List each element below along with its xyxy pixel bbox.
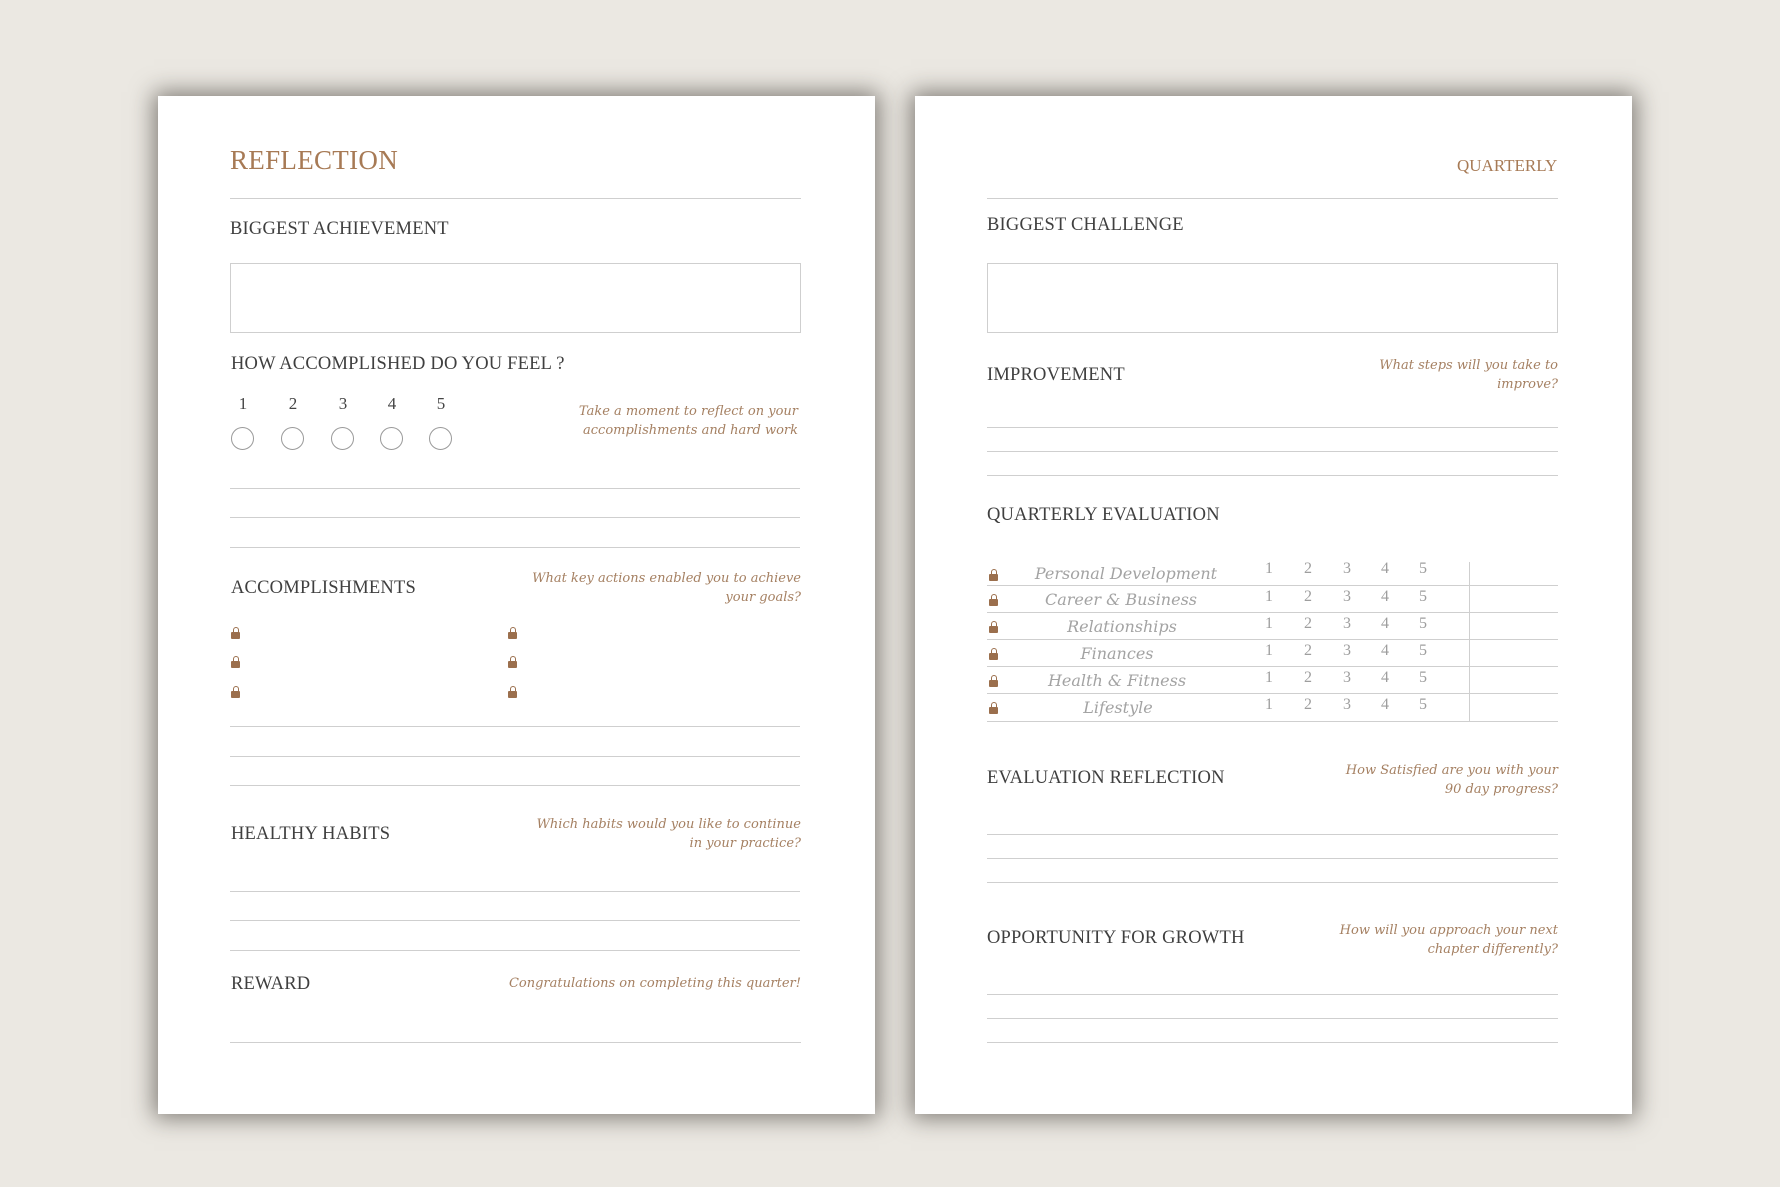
evaluation-number[interactable]: 3 — [1343, 642, 1351, 659]
evaluation-category: Personal Development — [1034, 564, 1218, 583]
improvement-note: What steps will you take to improve? — [1379, 358, 1558, 392]
row-line — [987, 693, 1558, 694]
evaluation-number[interactable]: 4 — [1381, 669, 1389, 686]
lock-icon — [989, 675, 998, 687]
evaluation-number[interactable]: 4 — [1381, 615, 1389, 632]
biggest-achievement-heading: BIGGEST ACHIEVEMENT — [230, 219, 449, 239]
evaluation-number[interactable]: 2 — [1304, 642, 1312, 659]
evaluation-category: Career & Business — [1044, 590, 1197, 609]
evaluation-number[interactable]: 2 — [1304, 696, 1312, 713]
evaluation-category: Relationships — [1067, 617, 1177, 636]
lock-icon — [231, 656, 240, 668]
evaluation-number[interactable]: 3 — [1343, 560, 1351, 577]
writing-line[interactable] — [987, 451, 1558, 452]
rating-circle-3[interactable] — [331, 427, 354, 450]
writing-line[interactable] — [987, 1018, 1558, 1019]
evaluation-number[interactable]: 5 — [1419, 560, 1427, 577]
writing-line[interactable] — [230, 920, 800, 921]
quarterly-evaluation-heading: QUARTERLY EVALUATION — [987, 505, 1220, 525]
biggest-challenge-field[interactable] — [987, 263, 1558, 333]
evaluation-number[interactable]: 4 — [1381, 696, 1389, 713]
evaluation-number[interactable]: 1 — [1265, 696, 1273, 713]
evaluation-number[interactable]: 2 — [1304, 560, 1312, 577]
lock-icon — [989, 621, 998, 633]
writing-line[interactable] — [230, 488, 800, 489]
writing-line[interactable] — [987, 427, 1558, 428]
quarterly-label: QUARTERLY — [1457, 156, 1558, 175]
lock-icon — [231, 627, 240, 639]
evaluation-number[interactable]: 5 — [1419, 588, 1427, 605]
scale-number: 2 — [288, 394, 298, 413]
writing-line[interactable] — [230, 1042, 801, 1043]
accomplishments-note: What key actions enabled you to achieve your goals? — [532, 571, 801, 605]
row-line — [987, 666, 1558, 667]
writing-line[interactable] — [987, 858, 1558, 859]
writing-line[interactable] — [230, 547, 800, 548]
evaluation-number[interactable]: 2 — [1304, 588, 1312, 605]
row-line — [987, 612, 1558, 613]
evaluation-number[interactable]: 5 — [1419, 615, 1427, 632]
evaluation-number[interactable]: 5 — [1419, 696, 1427, 713]
evaluation-number[interactable]: 5 — [1419, 642, 1427, 659]
evaluation-number[interactable]: 1 — [1265, 615, 1273, 632]
writing-line[interactable] — [987, 994, 1558, 995]
table-divider — [1469, 562, 1470, 722]
evaluation-number[interactable]: 3 — [1343, 615, 1351, 632]
page-title: REFLECTION — [230, 145, 398, 175]
evaluation-number[interactable]: 3 — [1343, 588, 1351, 605]
rating-circle-2[interactable] — [281, 427, 304, 450]
reflection-page — [158, 96, 875, 1114]
evaluation-category: Finances — [1080, 644, 1154, 663]
divider — [230, 198, 801, 199]
writing-line[interactable] — [987, 475, 1558, 476]
row-line — [987, 585, 1558, 586]
healthy-habits-heading: HEALTHY HABITS — [231, 824, 391, 844]
evaluation-number[interactable]: 3 — [1343, 696, 1351, 713]
lock-icon — [508, 656, 517, 668]
evaluation-category: Health & Fitness — [1047, 671, 1187, 690]
evaluation-number[interactable]: 4 — [1381, 642, 1389, 659]
rating-circle-5[interactable] — [429, 427, 452, 450]
opportunity-heading: OPPORTUNITY FOR GROWTH — [987, 928, 1245, 948]
scale-number: 5 — [436, 394, 446, 413]
habits-note: Which habits would you like to continue in your practice? — [536, 817, 801, 851]
writing-line[interactable] — [987, 882, 1558, 883]
row-line — [987, 639, 1558, 640]
accomplishments-heading: ACCOMPLISHMENTS — [231, 578, 416, 598]
evaluation-number[interactable]: 4 — [1381, 560, 1389, 577]
evaluation-number[interactable]: 5 — [1419, 669, 1427, 686]
lock-icon — [508, 686, 517, 698]
lock-icon — [989, 648, 998, 660]
row-line — [987, 721, 1558, 722]
lock-icon — [989, 702, 998, 714]
writing-line[interactable] — [230, 726, 800, 727]
reward-note: Congratulations on completing this quarter! — [508, 976, 801, 991]
biggest-challenge-heading: BIGGEST CHALLENGE — [987, 215, 1184, 235]
writing-line[interactable] — [987, 834, 1558, 835]
evaluation-number[interactable]: 1 — [1265, 560, 1273, 577]
evaluation-note: How Satisfied are you with your 90 day progress? — [1345, 763, 1558, 797]
lock-icon — [989, 569, 998, 581]
improvement-heading: IMPROVEMENT — [987, 365, 1125, 385]
writing-line[interactable] — [230, 950, 800, 951]
biggest-achievement-field[interactable] — [230, 263, 801, 333]
evaluation-number[interactable]: 1 — [1265, 669, 1273, 686]
lock-icon — [508, 627, 517, 639]
rating-circle-1[interactable] — [231, 427, 254, 450]
quarterly-page — [915, 96, 1632, 1114]
writing-line[interactable] — [230, 785, 800, 786]
evaluation-number[interactable]: 4 — [1381, 588, 1389, 605]
rating-circle-4[interactable] — [380, 427, 403, 450]
writing-line[interactable] — [230, 891, 800, 892]
writing-line[interactable] — [230, 756, 800, 757]
scale-number: 4 — [387, 394, 397, 413]
evaluation-number[interactable]: 3 — [1343, 669, 1351, 686]
lock-icon — [989, 594, 998, 606]
evaluation-number[interactable]: 2 — [1304, 669, 1312, 686]
divider — [987, 198, 1558, 199]
evaluation-category: Lifestyle — [1083, 698, 1153, 717]
writing-line[interactable] — [987, 1042, 1558, 1043]
reflect-note: Take a moment to reflect on your accomplishments and hard work — [578, 404, 798, 438]
scale-number: 3 — [338, 394, 348, 413]
how-accomplished-heading: HOW ACCOMPLISHED DO YOU FEEL ? — [231, 354, 565, 374]
opportunity-note: How will you approach your next chapter differently? — [1339, 923, 1558, 957]
lock-icon — [231, 686, 240, 698]
evaluation-number[interactable]: 1 — [1265, 588, 1273, 605]
scale-number: 1 — [238, 394, 248, 413]
writing-line[interactable] — [230, 517, 800, 518]
evaluation-number[interactable]: 2 — [1304, 615, 1312, 632]
evaluation-number[interactable]: 1 — [1265, 642, 1273, 659]
evaluation-reflection-heading: EVALUATION REFLECTION — [987, 768, 1225, 788]
reward-heading: REWARD — [231, 974, 311, 994]
